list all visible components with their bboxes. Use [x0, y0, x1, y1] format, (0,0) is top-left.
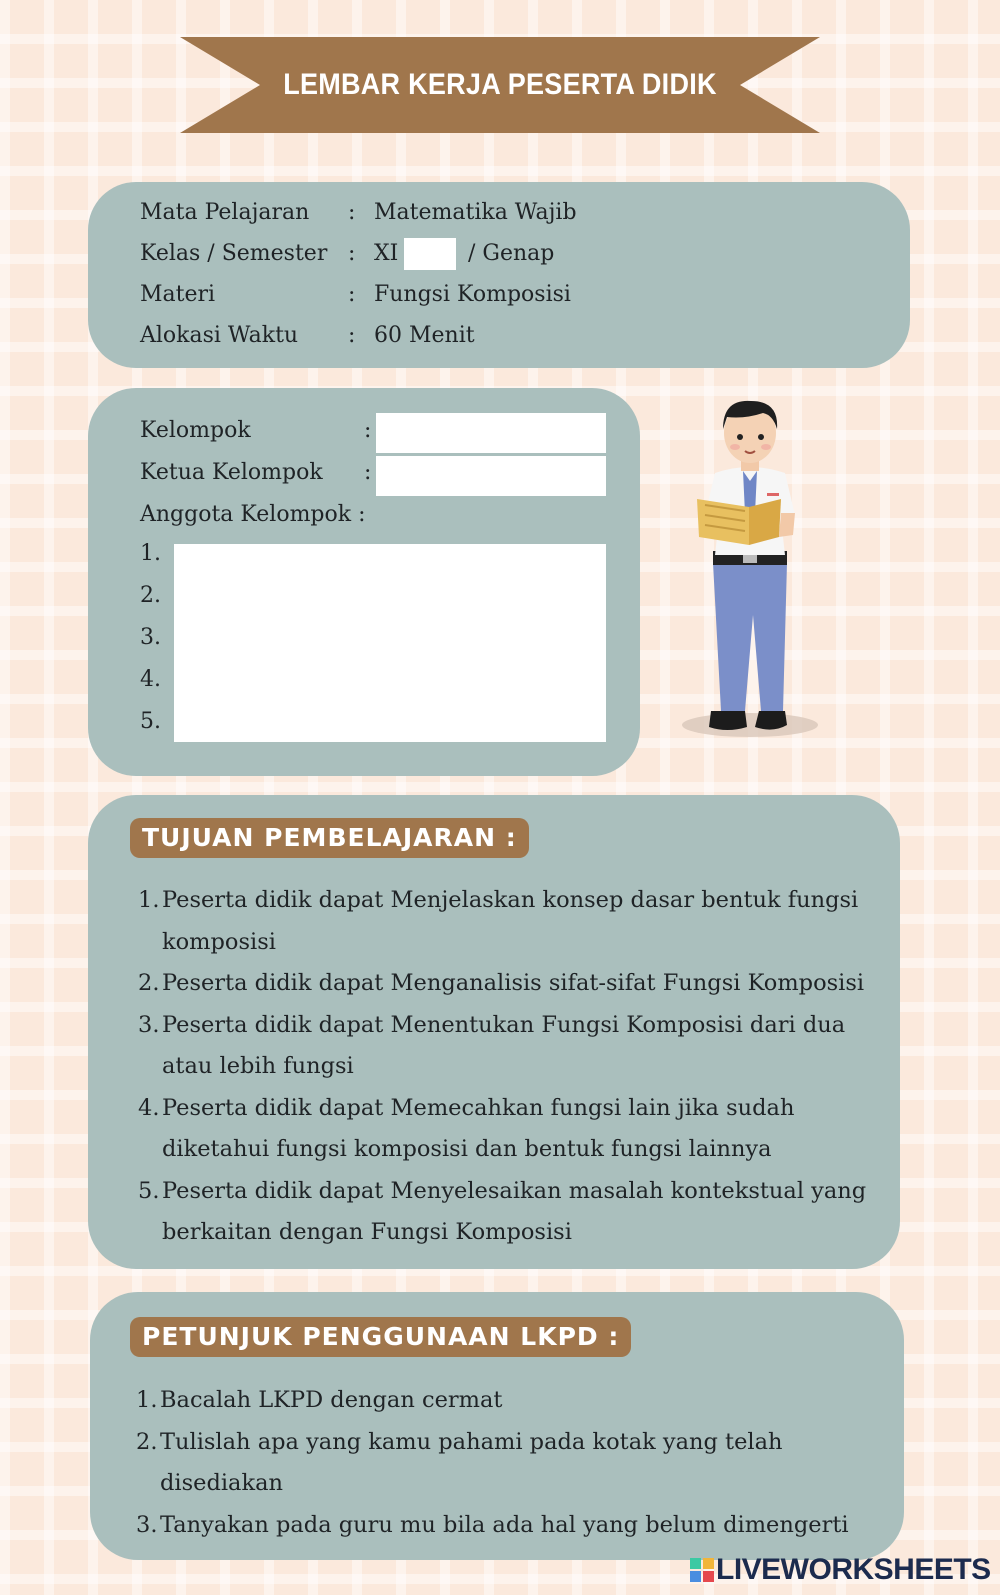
- objectives-item-number: 5.: [138, 1177, 160, 1204]
- group-leader-input[interactable]: [376, 456, 606, 496]
- page-title: LEMBAR KERJA PESERTA DIDIK: [283, 68, 717, 101]
- title-banner: [180, 37, 820, 133]
- info-card: [88, 182, 910, 368]
- members-input[interactable]: [174, 544, 606, 742]
- member-number: 3.: [140, 625, 161, 650]
- objectives-heading: TUJUAN PEMBELAJARAN :: [130, 818, 529, 858]
- instructions-item: [136, 1380, 891, 1422]
- instructions-item-number: 3.: [136, 1511, 158, 1538]
- objectives-item: [138, 1005, 873, 1088]
- material-value: Fungsi Komposisi: [374, 282, 571, 307]
- colon: :: [364, 418, 372, 443]
- class-prefix: XI: [374, 241, 399, 266]
- colon: :: [348, 241, 356, 266]
- members-label: Anggota Kelompok :: [140, 502, 366, 527]
- objectives-item-text: Peserta didik dapat Menjelaskan konsep dasar bentuk fungsi komposisi: [162, 887, 859, 955]
- class-semester: / Genap: [468, 241, 555, 266]
- instructions-list: [136, 1380, 891, 1546]
- member-number: 5.: [140, 709, 161, 734]
- instructions-item-text: Tulislah apa yang kamu pahami pada kotak yang telah disediakan: [160, 1428, 783, 1496]
- colon: :: [364, 460, 372, 485]
- objectives-item: [138, 880, 873, 963]
- colon: :: [348, 282, 356, 307]
- member-number: 4.: [140, 667, 161, 692]
- objectives-item-number: 2.: [138, 970, 160, 996]
- instructions-item: [136, 1422, 891, 1505]
- class-number-input[interactable]: [404, 238, 456, 270]
- subject-value: Matematika Wajib: [374, 200, 577, 225]
- instructions-item-number: 1.: [136, 1387, 158, 1413]
- group-label: Kelompok: [140, 418, 251, 443]
- objectives-item-number: 3.: [138, 1011, 160, 1038]
- liveworksheets-watermark: [690, 1552, 991, 1588]
- member-number: 2.: [140, 583, 161, 608]
- colon: :: [348, 323, 356, 348]
- objectives-item-text: Peserta didik dapat Memecahkan fungsi lain jika sudah diketahui fungsi komposisi dan bentuk fungsi lainnya: [162, 1094, 795, 1162]
- instructions-item-text: Bacalah LKPD dengan cermat: [160, 1387, 503, 1413]
- instructions-heading: PETUNJUK PENGGUNAAN LKPD :: [130, 1317, 631, 1357]
- objectives-item-text: Peserta didik dapat Menyelesaikan masalah kontekstual yang berkaitan dengan Fungsi Komposisi: [162, 1177, 867, 1245]
- instructions-card: [90, 1292, 904, 1560]
- objectives-item-text: Peserta didik dapat Menganalisis sifat-sifat Fungsi Komposisi: [162, 970, 865, 996]
- group-name-input[interactable]: [376, 413, 606, 453]
- objectives-item-number: 1.: [138, 887, 160, 913]
- objectives-item-text: Peserta didik dapat Menentukan Fungsi Komposisi dari dua atau lebih fungsi: [162, 1011, 846, 1079]
- watermark-text: LIVEWORKSHEETS: [716, 1553, 991, 1586]
- student-illustration: [675, 395, 825, 745]
- instructions-item-text: Tanyakan pada guru mu bila ada hal yang belum dimengerti: [160, 1511, 849, 1538]
- liveworksheets-logo-icon: [690, 1558, 714, 1582]
- time-value: 60 Menit: [374, 323, 475, 348]
- material-label: Materi: [140, 282, 216, 307]
- leader-label: Ketua Kelompok: [140, 460, 323, 485]
- objectives-item: [138, 1088, 873, 1171]
- objectives-item: [138, 1171, 873, 1254]
- objectives-card: [88, 795, 900, 1269]
- class-label: Kelas / Semester: [140, 241, 328, 266]
- colon: :: [348, 200, 356, 225]
- instructions-item: [136, 1505, 891, 1547]
- objectives-list: [138, 880, 873, 1254]
- group-card: [88, 388, 640, 776]
- member-number: 1.: [140, 541, 161, 566]
- instructions-item-number: 2.: [136, 1428, 158, 1455]
- subject-label: Mata Pelajaran: [140, 200, 310, 225]
- objectives-item-number: 4.: [138, 1094, 160, 1121]
- time-label: Alokasi Waktu: [140, 323, 299, 348]
- objectives-item: [138, 963, 873, 1005]
